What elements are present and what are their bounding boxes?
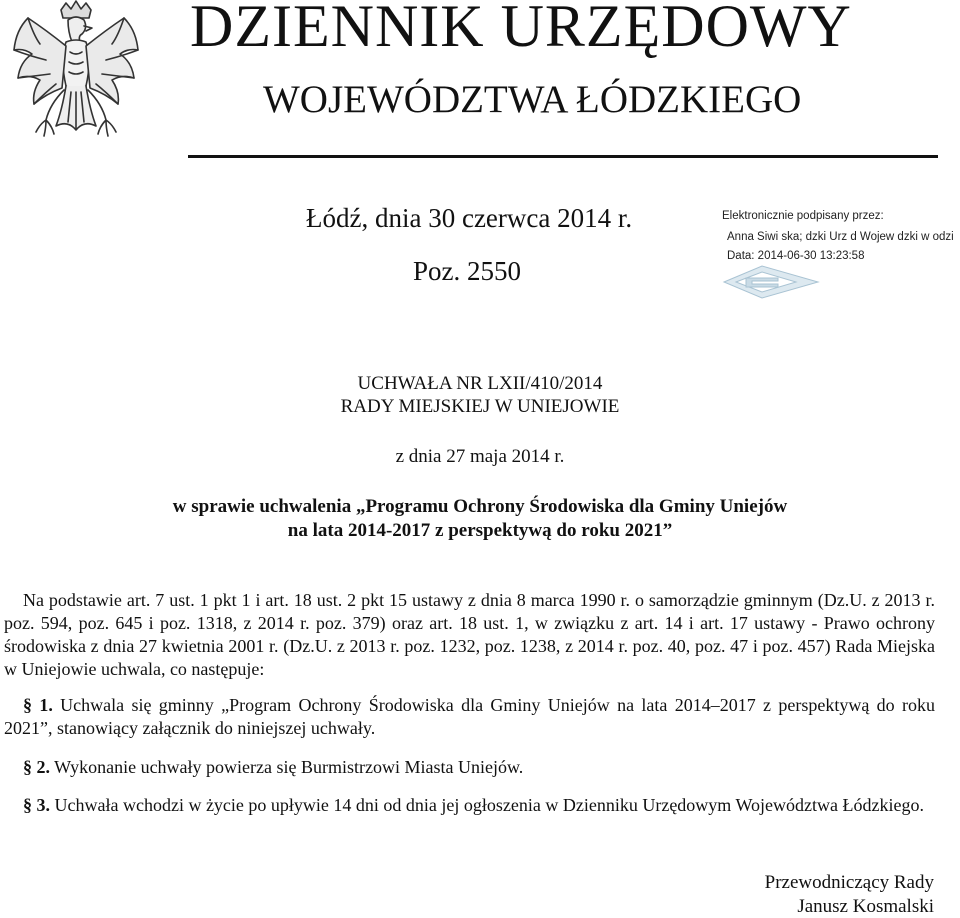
- signature-label: Elektronicznie podpisany przez:: [722, 210, 884, 222]
- paragraph-2: [4, 756, 935, 779]
- paragraph-2-text: Wykonanie uchwały powierza się Burmistrzowi Miasta Uniejów.: [50, 757, 524, 777]
- act-title: UCHWAŁA NR LXII/410/2014: [357, 373, 603, 394]
- place-date: Łódź, dnia 30 czerwca 2014 r.: [306, 203, 633, 233]
- journal-title: DZIENNIK URZĘDOWY: [190, 0, 852, 59]
- paragraph-3-number: § 3.: [23, 795, 50, 815]
- act-subject: w sprawie uchwalenia „Programu Ochrony Środowiska dla Gminy Uniejów: [172, 496, 788, 517]
- paragraph-1: [4, 694, 935, 740]
- paragraph-3: [4, 794, 935, 817]
- act-subject-continued: na lata 2014-2017 z perspektywą do roku 2021”: [287, 520, 673, 541]
- act-authority: RADY MIEJSKIEJ W UNIEJOWIE: [340, 396, 620, 417]
- journal-subtitle: WOJEWÓDZTWA ŁÓDZKIEGO: [263, 78, 802, 121]
- eagle-emblem-icon: [6, 0, 146, 158]
- header-divider: [188, 155, 938, 158]
- signature-signer: Anna Siwi ska; dzki Urz d Wojew dzki w odzi: [727, 231, 954, 243]
- act-date: z dnia 27 maja 2014 r.: [395, 446, 565, 467]
- signature-stamp-icon: [722, 264, 820, 300]
- paragraph-3-text: Uchwała wchodzi w życie po upływie 14 dni od dnia jej ogłoszenia w Dzienniku Urzędowym Województwa Łódzkiego.: [50, 795, 924, 815]
- paragraph-2-number: § 2.: [23, 757, 50, 777]
- paragraph-1-text: Uchwala się gminny „Program Ochrony Środowiska dla Gminy Uniejów na lata 2014–2017 z perspektywą do roku 2021”, stanowiący załącznik do niniejszej uchwały.: [4, 695, 936, 738]
- signatory-role: Przewodniczący Rady: [764, 872, 934, 893]
- preamble: Na podstawie art. 7 ust. 1 pkt 1 i art. 18 ust. 2 pkt 15 ustawy z dnia 8 marca 1990 r. o samorządzie gminnym (Dz.U. z 2013 r. poz. 594, poz. 645 i poz. 1318, z 2014 r. poz. 379) oraz art. 18 ust. 1, w związku z art. 14 i art. 17 ustawy - Prawo ochrony środowiska z dnia 27 kwietnia 2001 r. (Dz.U. z 2013 r. poz. 1232, poz. 1238, z 2014 r. poz. 40, poz. 47 i poz. 457) Rada Miejska w Uniejowie uchwala, co następuje:: [4, 590, 935, 679]
- signature-date: Data: 2014-06-30 13:23:58: [727, 250, 865, 262]
- signatory-name: Janusz Kosmalski: [797, 896, 934, 917]
- paragraph-1-number: § 1.: [23, 695, 53, 715]
- position-number: Poz. 2550: [413, 256, 521, 286]
